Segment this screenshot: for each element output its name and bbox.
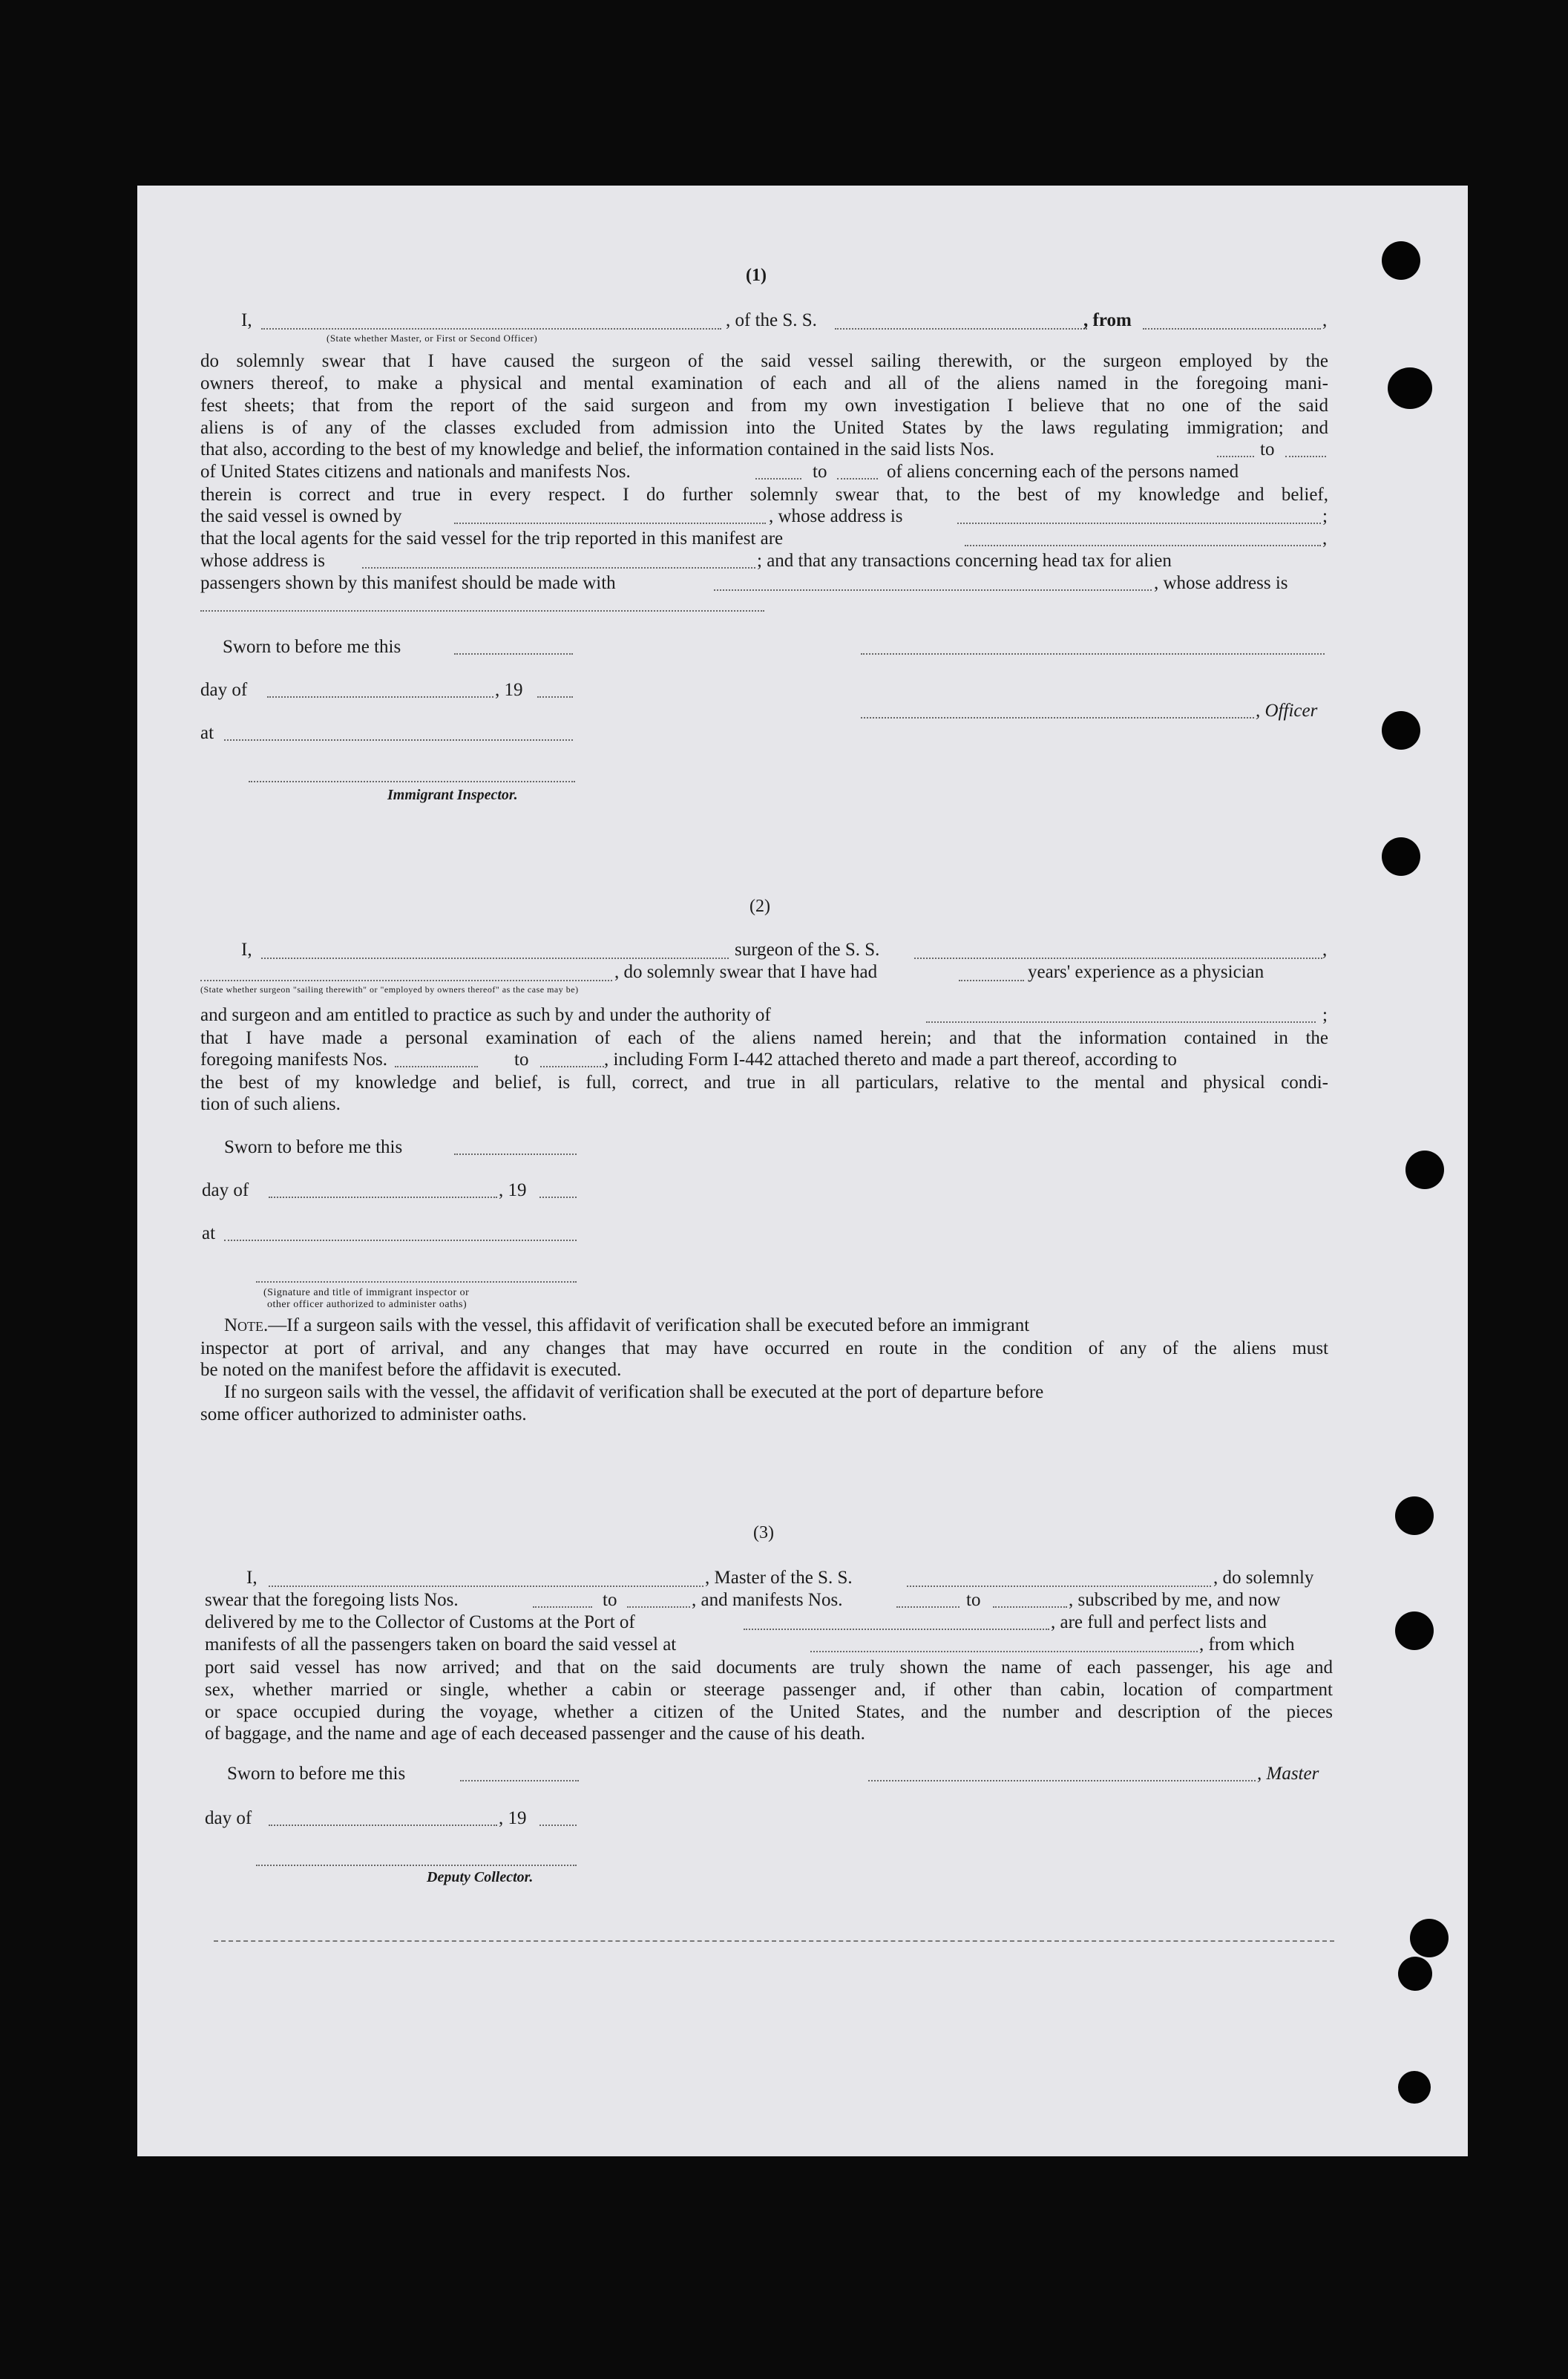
comma: , — [1322, 310, 1328, 330]
from-label: , from — [1083, 310, 1132, 330]
officer-signature-line[interactable] — [861, 653, 1325, 655]
oath-text-line: sex, whether married or single, whether a cabin or steerage passenger and, if other than cabin, location of compartment — [205, 1680, 1333, 1700]
year-field[interactable] — [539, 1197, 577, 1198]
agents-field[interactable] — [965, 545, 1321, 546]
master-name-field[interactable] — [261, 328, 721, 330]
note-text: —If a surgeon sails with the vessel, this affidavit of verification shall be executed before an immigrant — [268, 1315, 1030, 1335]
at-place-field[interactable] — [224, 739, 573, 741]
head-tax-agent-field[interactable] — [714, 589, 1152, 591]
at-place-field[interactable] — [224, 1240, 577, 1241]
punch-hole — [1395, 1496, 1434, 1535]
vessel-name-field[interactable] — [907, 1586, 1211, 1587]
surgeon-status-field[interactable] — [200, 980, 612, 981]
from-port-field[interactable] — [1143, 328, 1321, 330]
lists-to-field[interactable] — [1285, 456, 1326, 457]
note-text: be noted on the manifest before the affidavit is executed. — [200, 1360, 622, 1380]
surgeon-hint: (State whether surgeon "sailing therewith" or "employed by owners thereof" as the case may be) — [200, 984, 579, 995]
oath-text-line: manifests of all the passengers taken on board the said vessel at — [205, 1634, 677, 1655]
oath-text-line: ; and that any transactions concerning head tax for alien — [757, 551, 1172, 571]
oath-text-line: of aliens concerning each of the persons named — [887, 462, 1239, 482]
inspector-signature-line[interactable] — [249, 781, 575, 782]
section-3-number: (3) — [753, 1523, 774, 1542]
note-label: Note. — [224, 1315, 269, 1335]
year-field[interactable] — [539, 1825, 577, 1826]
oath-i-label: I, — [246, 1568, 257, 1588]
oath-text-line: the said vessel is owned by — [200, 506, 402, 526]
lists-to-field[interactable] — [627, 1606, 690, 1608]
to-label: to — [514, 1050, 529, 1070]
solemnly-text: , do solemnly — [1213, 1568, 1314, 1588]
collector-signature-line[interactable] — [256, 1865, 577, 1866]
master-of-label: , Master of the S. S. — [705, 1568, 853, 1588]
day-of-field[interactable] — [267, 696, 493, 698]
surgeon-vessel-field[interactable] — [914, 958, 1322, 959]
punch-hole — [1382, 711, 1420, 750]
deputy-label: Deputy Collector. — [427, 1869, 534, 1885]
oath-text-line: whose address is — [200, 551, 326, 571]
year-field[interactable] — [537, 696, 573, 698]
sworn-day-field[interactable] — [460, 1780, 579, 1781]
agents-address-field[interactable] — [362, 567, 755, 569]
vessel-name-field[interactable] — [835, 328, 1087, 330]
day-of-label: day of — [202, 1180, 249, 1200]
oath-text-line: , whose address is — [1154, 573, 1288, 593]
signature-hint: (Signature and title of immigrant inspector or — [263, 1287, 470, 1298]
bottom-rule — [214, 1940, 1334, 1942]
master-name-field[interactable] — [269, 1586, 703, 1587]
note-text: some officer authorized to administer oaths. — [200, 1404, 527, 1424]
oath-text-line: port said vessel has now arrived; and that on the said documents are truly shown the name of each passenger, his age and — [205, 1658, 1333, 1678]
master-signature-line[interactable] — [868, 1780, 1256, 1781]
swear-text: , do solemnly swear that I have had — [614, 962, 878, 982]
punch-hole — [1410, 1919, 1449, 1957]
oath-text-line: , including Form I-442 attached thereto and made a part thereof, according to — [604, 1050, 1177, 1070]
day-of-label: day of — [200, 680, 248, 700]
oath-text-line: , whose address is — [769, 506, 903, 526]
oath-text-line: , subscribed by me, and now — [1069, 1590, 1281, 1610]
at-label: at — [200, 723, 214, 743]
note-text: If no surgeon sails with the vessel, the affidavit of verification shall be executed at the port of departure before — [224, 1382, 1044, 1402]
oath-text-line: that also, according to the best of my knowledge and belief, the information contained in the said lists Nos. — [200, 439, 994, 459]
master-label: , Master — [1257, 1764, 1319, 1784]
manifests-to-field[interactable] — [993, 1606, 1067, 1608]
oath-text-line: therein is correct and true in every respect. I do further solemnly swear that, to the best of my knowledge and belief, — [200, 485, 1328, 505]
manifests-to-field[interactable] — [837, 478, 878, 480]
day-of-label: day of — [205, 1808, 252, 1828]
master-hint: (State whether Master, or First or Second Officer) — [327, 333, 538, 344]
years-experience-field[interactable] — [959, 980, 1024, 981]
at-label: at — [202, 1223, 216, 1243]
section-1-number: (1) — [746, 266, 767, 285]
oath-text-line: fest sheets; that from the report of the said surgeon and from my own investigation I believe that no one of the said — [200, 396, 1328, 416]
day-of-field[interactable] — [269, 1197, 497, 1198]
year-label: , 19 — [499, 1808, 527, 1828]
punch-hole — [1388, 367, 1432, 409]
oath-text-line: aliens is of any of the classes excluded from admission into the United States by the laws regulating immigration; and — [200, 418, 1328, 438]
punch-hole — [1405, 1151, 1444, 1189]
semicolon: ; — [1322, 1005, 1328, 1025]
officer-signature-line[interactable] — [256, 1281, 577, 1283]
oath-text-line: passengers shown by this manifest should be made with — [200, 573, 616, 593]
year-label: , 19 — [499, 1180, 527, 1200]
head-tax-address-field[interactable] — [200, 610, 764, 612]
oath-text-line: swear that the foregoing lists Nos. — [205, 1590, 459, 1610]
oath-text-line: , from which — [1199, 1634, 1295, 1655]
semicolon: ; — [1322, 506, 1328, 526]
port-field[interactable] — [744, 1629, 1049, 1630]
to-label: to — [813, 462, 827, 482]
years-text: years' experience as a physician — [1028, 962, 1264, 982]
manifests-from-field[interactable] — [896, 1606, 960, 1608]
note-line — [224, 1315, 1029, 1336]
punch-hole — [1395, 1611, 1434, 1650]
sworn-label: Sworn to before me this — [224, 1137, 403, 1157]
oath-text-line: , are full and perfect lists and — [1051, 1612, 1267, 1632]
lists-from-field[interactable] — [533, 1606, 592, 1608]
oath-text-line: owners thereof, to make a physical and mental examination of each and all of the aliens named in the foregoing mani- — [200, 373, 1328, 393]
authority-field[interactable] — [926, 1021, 1316, 1023]
surgeon-name-field[interactable] — [261, 958, 729, 959]
surgeon-manifests-to-field[interactable] — [540, 1066, 604, 1067]
oath-text-line: tion of such aliens. — [200, 1094, 341, 1114]
punch-hole — [1398, 1957, 1432, 1991]
inspector-label: Immigrant Inspector. — [387, 787, 518, 803]
oath-i-label: I, — [241, 940, 252, 960]
surgeon-manifests-from-field[interactable] — [395, 1066, 478, 1067]
owner-field[interactable] — [454, 523, 766, 524]
sworn-day-field[interactable] — [454, 653, 573, 655]
punch-hole — [1382, 241, 1420, 280]
officer-label: , Officer — [1256, 701, 1318, 721]
to-label: to — [1260, 439, 1275, 459]
oath-i-label: I, — [241, 310, 252, 330]
oath-text-line: of baggage, and the name and age of each deceased passenger and the cause of his death. — [205, 1724, 865, 1744]
punch-hole — [1382, 837, 1420, 876]
of-ss-label: , of the S. S. — [726, 310, 817, 330]
oath-text-line: or space occupied during the voyage, whether a citizen of the United States, and the number and description of the pieces — [205, 1702, 1333, 1722]
manifests-from-field[interactable] — [755, 478, 801, 480]
punch-hole — [1398, 2071, 1431, 2104]
owner-address-field[interactable] — [957, 523, 1321, 524]
oath-text-line: foregoing manifests Nos. — [200, 1050, 388, 1070]
embark-port-field[interactable] — [810, 1651, 1198, 1652]
oath-text-line: and surgeon and am entitled to practice as such by and under the authority of — [200, 1005, 771, 1025]
officer-title-line[interactable] — [861, 717, 1254, 719]
lists-from-field[interactable] — [1217, 456, 1254, 457]
section-2-number: (2) — [749, 897, 770, 916]
sworn-label: Sworn to before me this — [223, 637, 401, 657]
comma: , — [1322, 529, 1328, 549]
note-text: inspector at port of arrival, and any changes that may have occurred en route in the condition of any of the aliens must — [200, 1338, 1328, 1358]
oath-text-line: of United States citizens and nationals and manifests Nos. — [200, 462, 631, 482]
year-label: , 19 — [495, 680, 523, 700]
sworn-day-field[interactable] — [454, 1153, 577, 1155]
oath-text-line: that I have made a personal examination of each of the aliens named herein; and that the information contained in the — [200, 1028, 1328, 1048]
surgeon-of-label: surgeon of the S. S. — [735, 940, 880, 960]
oath-text-line: the best of my knowledge and belief, is full, correct, and true in all particulars, relative to the mental and physical condi- — [200, 1073, 1328, 1093]
day-of-field[interactable] — [269, 1825, 497, 1826]
to-label: to — [966, 1590, 981, 1610]
oath-text-line: , and manifests Nos. — [692, 1590, 843, 1610]
sworn-label: Sworn to before me this — [227, 1764, 406, 1784]
oath-text-line: do solemnly swear that I have caused the surgeon of the said vessel sailing therewith, or the surgeon employed by the — [200, 351, 1328, 371]
oath-text-line: delivered by me to the Collector of Customs at the Port of — [205, 1612, 635, 1632]
oath-text-line: that the local agents for the said vessel for the trip reported in this manifest are — [200, 529, 784, 549]
to-label: to — [603, 1590, 617, 1610]
signature-hint: other officer authorized to administer oaths) — [267, 1299, 468, 1310]
comma: , — [1322, 940, 1328, 960]
